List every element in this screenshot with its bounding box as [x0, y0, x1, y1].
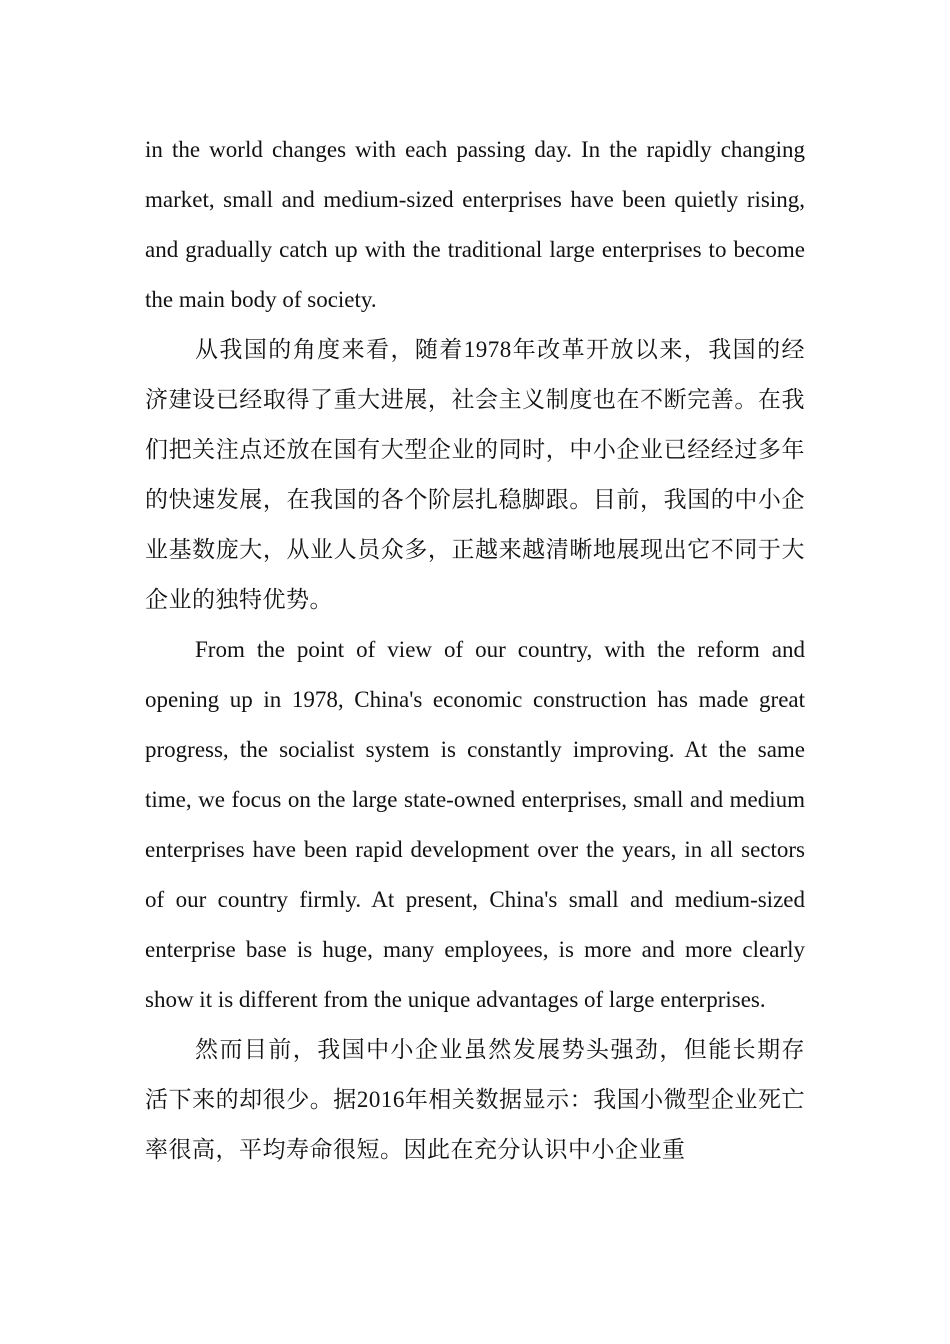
body-text	[145, 125, 805, 1175]
paragraph-english-continued: in the world changes with each passing day. In the rapidly changing market, small and medium-sized enterprises have been quietly rising, and gradually catch up with the traditional large enterprises to become the main body of society.	[145, 137, 805, 312]
paragraph-english-2: From the point of view of our country, with the reform and opening up in 1978, China's economic construction has made great progress, the socialist system is constantly improving. At the same time, we focus on the large state-owned enterprises, small and medium enterprises have been rapid development over the years, in all sectors of our country firmly. At present, China's small and medium-sized enterprise base is huge, many employees, is more and more clearly show it is different from the unique advantages of large enterprises.	[145, 637, 805, 1012]
paragraph-chinese-2: 然而目前，我国中小企业虽然发展势头强劲，但能长期存活下来的却很少。据2016年相关数据显示：我国小微型企业死亡率很高，平均寿命很短。因此在充分认识中小企业重	[145, 1037, 805, 1162]
paragraph-chinese-1: 从我国的角度来看，随着1978年改革开放以来，我国的经济建设已经取得了重大进展，社会主义制度也在不断完善。在我们把关注点还放在国有大型企业的同时，中小企业已经经过多年的快速发展，在我国的各个阶层扎稳脚跟。目前，我国的中小企业基数庞大，从业人员众多，正越来越清晰地展现出它不同于大企业的独特优势。	[145, 337, 805, 612]
